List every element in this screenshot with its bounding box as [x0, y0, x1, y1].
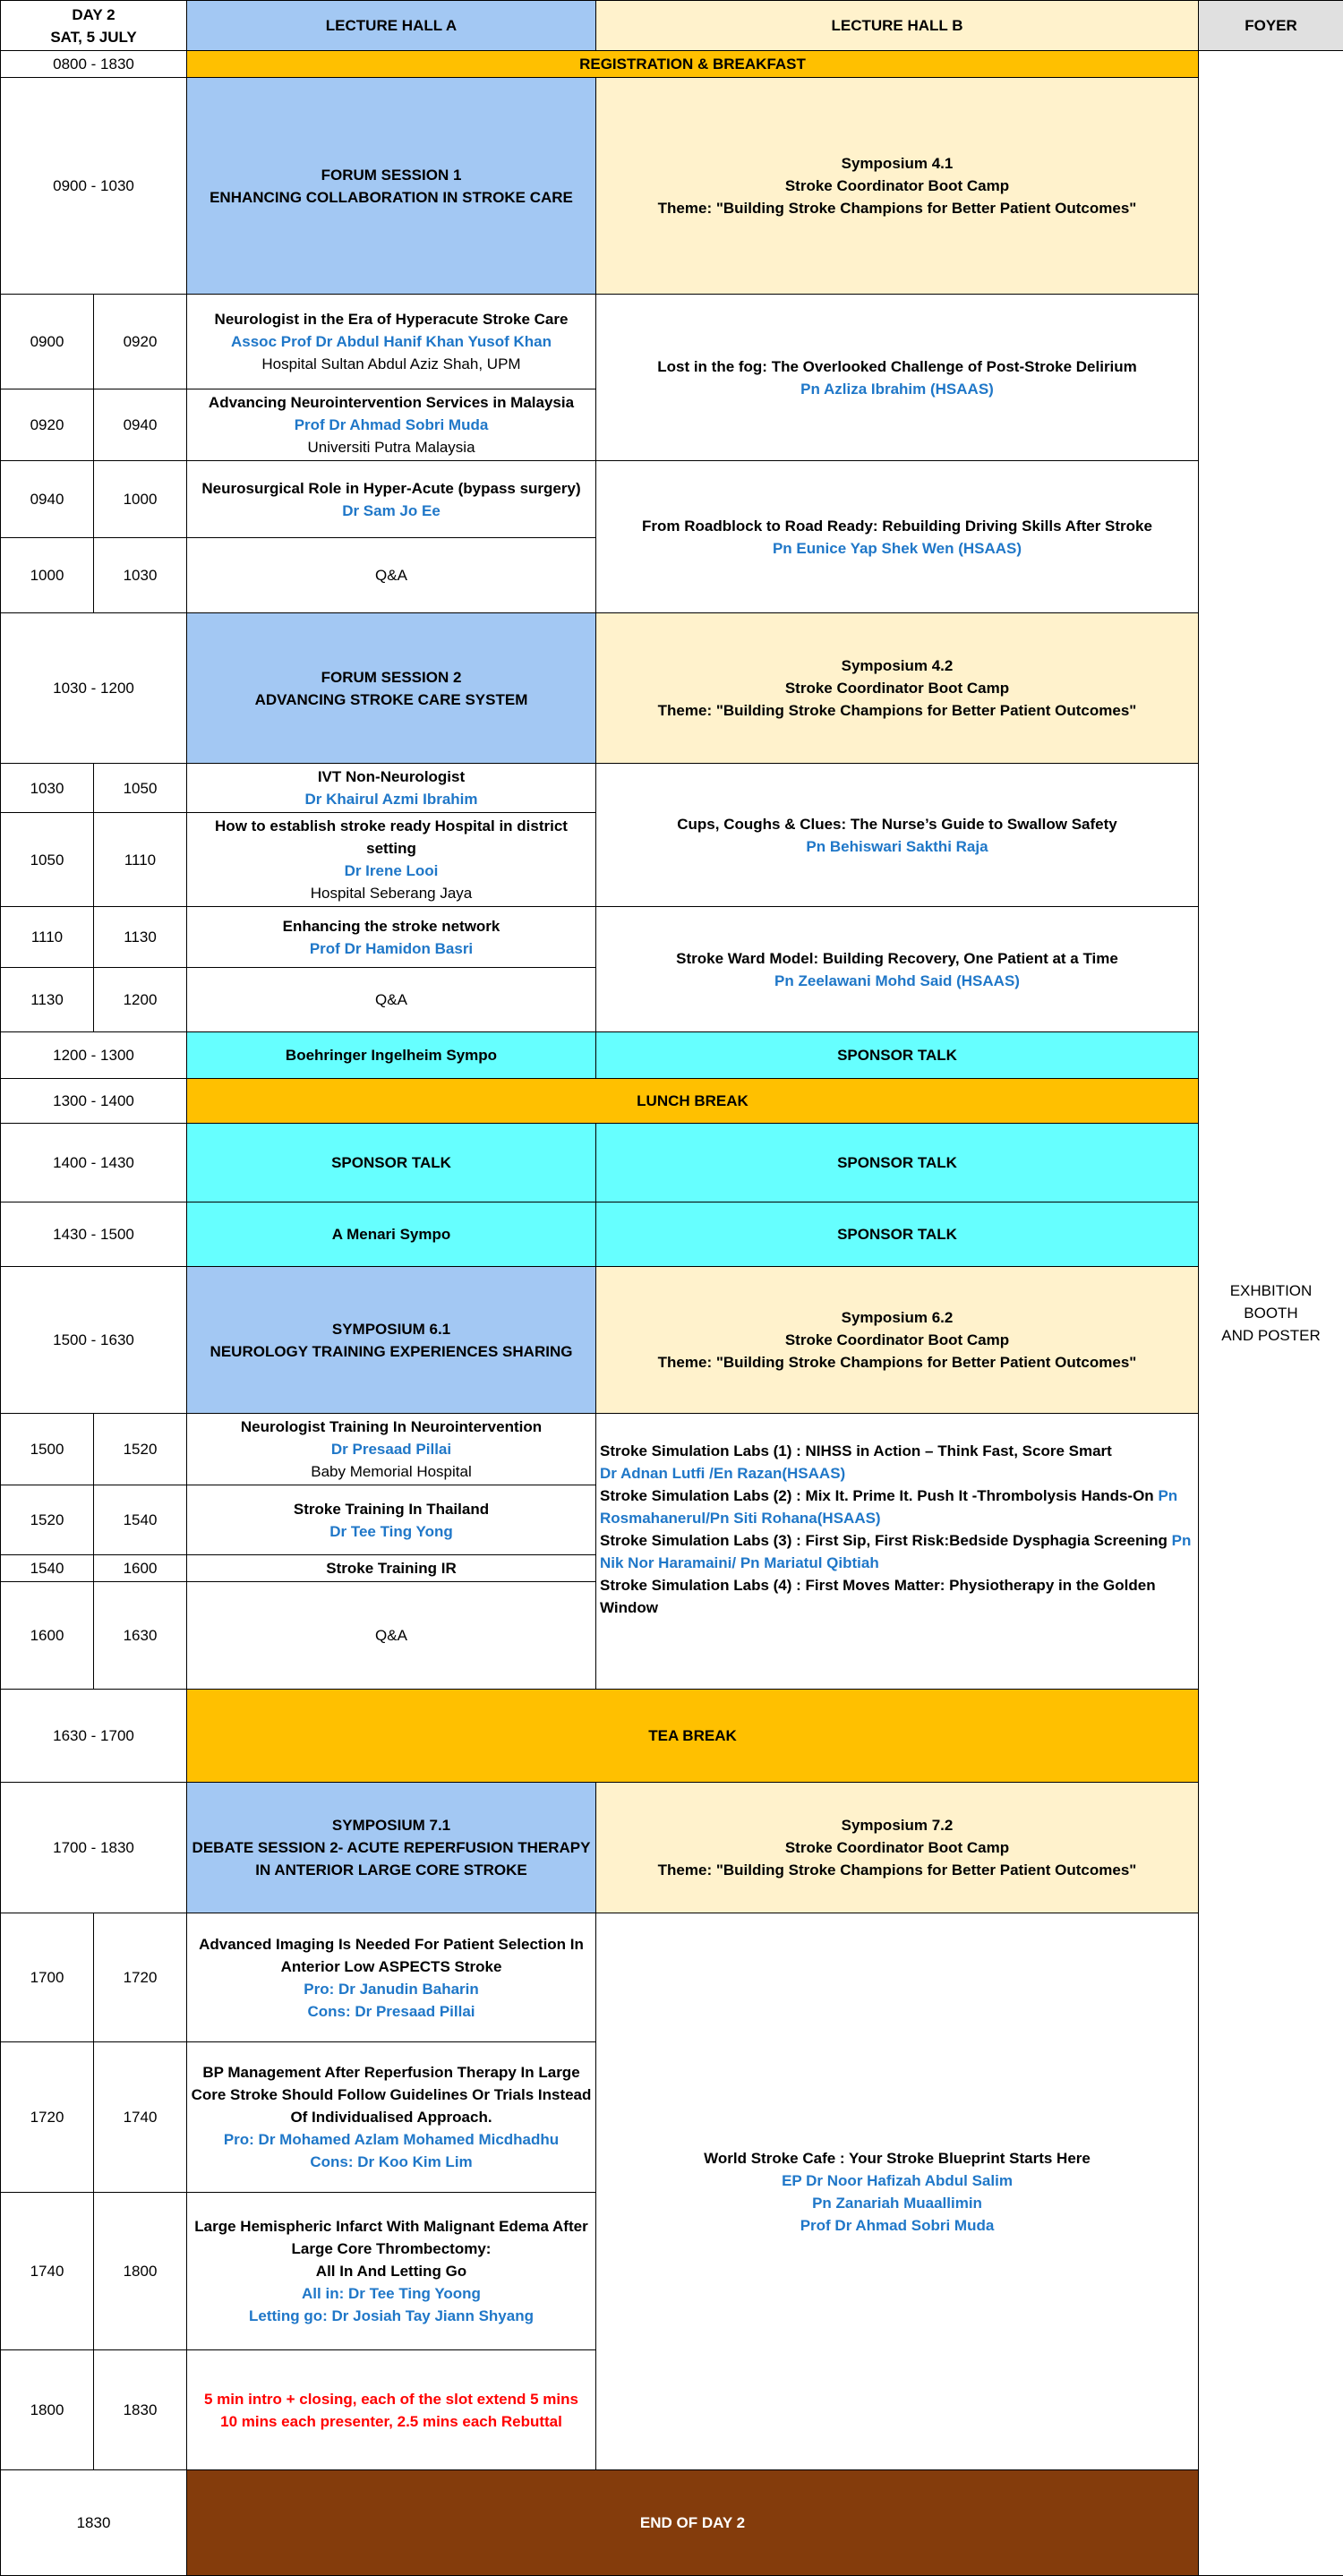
table-row: 1740 1800 Large Hemispheric Infarct With Malignant Edema After Large Core Thrombectomy: All In And Letting Go All in: Dr Tee Ting Yoong Letting go: Dr Josiah Tay Jiann Shyang [1, 2193, 1343, 2350]
date-label: SAT, 5 JULY [50, 29, 136, 46]
qa-cell: Q&A [187, 1582, 596, 1690]
simulation-labs: Stroke Simulation Labs (1) : NIHSS in Action – Think Fast, Score Smart Dr Adnan Lutfi /En Razan(HSAAS) Stroke Simulation Labs (2) : Mix It. Prime It. Push It -Thrombolysis Hands-On Pn Rosmahanerul/Pn Siti Rohana(HSAAS) Stroke Simulation Labs (3) : First Sip, First Risk:Bedside Dysphagia Screening Pn Nik Nor Haramaini/ Pn Mariatul Qibtiah Stroke Simulation Labs (4) : First Moves Matter: Physiotherapy in the Golden Window [596, 1414, 1199, 1690]
symposium-4-1-header: Symposium 4.1 Stroke Coordinator Boot Camp Theme: "Building Stroke Champions for Better Patient Outcomes" [596, 78, 1199, 295]
symposium-6-1-title: SYMPOSIUM 6.1 NEUROLOGY TRAINING EXPERIENCES SHARING [187, 1267, 596, 1414]
table-row: 1050 1110 How to establish stroke ready Hospital in district setting Dr Irene Looi Hospital Seberang Jaya [1, 813, 1343, 907]
forum-1-time: 0900 - 1030 [1, 78, 187, 295]
table-row: 1600 1630 Q&A [1, 1582, 1343, 1690]
hall-b-talk: Cups, Coughs & Clues: The Nurse’s Guide to Swallow Safety Pn Behiswari Sakthi Raja [596, 764, 1199, 907]
talk-cell: IVT Non-Neurologist Dr Khairul Azmi Ibrahim [187, 764, 596, 813]
hall-b-talk: Lost in the fog: The Overlooked Challenge of Post-Stroke Delirium Pn Azliza Ibrahim (HSAAS) [596, 295, 1199, 461]
table-row: 1000 1030 Q&A [1, 538, 1343, 613]
lunch-break: LUNCH BREAK [187, 1079, 1199, 1124]
symposium-7-1-title: SYMPOSIUM 7.1 DEBATE SESSION 2- ACUTE REPERFUSION THERAPY IN ANTERIOR LARGE CORE STROKE [187, 1783, 596, 1913]
symposium-4-2-header: Symposium 4.2 Stroke Coordinator Boot Camp Theme: "Building Stroke Champions for Better Patient Outcomes" [596, 613, 1199, 764]
hall-b-talk: From Roadblock to Road Ready: Rebuilding Driving Skills After Stroke Pn Eunice Yap Shek Wen (HSAAS) [596, 461, 1199, 613]
table-row: 1110 1130 Enhancing the stroke network Prof Dr Hamidon Basri Stroke Ward Model: Building Recovery, One Patient at a Time Pn Zeelawani Mohd Said (HSAAS) [1, 907, 1343, 968]
symposium-7-2-header: Symposium 7.2 Stroke Coordinator Boot Camp Theme: "Building Stroke Champions for Better Patient Outcomes" [596, 1783, 1199, 1913]
table-row: 1700 1720 Advanced Imaging Is Needed For Patient Selection In Anterior Low ASPECTS Stroke Pro: Dr Janudin Baharin Cons: Dr Presaad Pillai World Stroke Cafe : Your Stroke Blueprint Starts Here EP Dr Noor Hafizah Abdul Salim Pn Zanariah Muaallimin Prof Dr Ahmad Sobri Muda [1, 1913, 1343, 2042]
table-row: 1030 1050 IVT Non-Neurologist Dr Khairul Azmi Ibrahim Cups, Coughs & Clues: The Nurse’s Guide to Swallow Safety Pn Behiswari Sakthi Raja [1, 764, 1343, 813]
menari-sympo: A Menari Sympo [187, 1202, 596, 1267]
tea-row: 1630 - 1700 TEA BREAK [1, 1690, 1343, 1783]
registration-label: REGISTRATION & BREAKFAST [187, 51, 1199, 78]
hall-b-header: LECTURE HALL B [596, 1, 1199, 51]
boehringer-sympo: Boehringer Ingelheim Sympo [187, 1032, 596, 1079]
table-row: 1540 1600 Stroke Training IR [1, 1555, 1343, 1582]
end-of-day: END OF DAY 2 [187, 2470, 1199, 2576]
world-stroke-cafe: World Stroke Cafe : Your Stroke Blueprint Starts Here EP Dr Noor Hafizah Abdul Salim Pn Zanariah Muaallimin Prof Dr Ahmad Sobri Muda [596, 1913, 1199, 2470]
lunch-row: 1300 - 1400 LUNCH BREAK [1, 1079, 1343, 1124]
registration-time: 0800 - 1830 [1, 51, 187, 78]
debate-note: 5 min intro + closing, each of the slot extend 5 mins 10 mins each presenter, 2.5 mins each Rebuttal [187, 2350, 596, 2470]
sponsor-talk: SPONSOR TALK [187, 1124, 596, 1202]
forum-2-time: 1030 - 1200 [1, 613, 187, 764]
debate-cell: Large Hemispheric Infarct With Malignant Edema After Large Core Thrombectomy: All In And Letting Go All in: Dr Tee Ting Yoong Letting go: Dr Josiah Tay Jiann Shyang [187, 2193, 596, 2350]
hall-a-header: LECTURE HALL A [187, 1, 596, 51]
talk-cell: How to establish stroke ready Hospital in district setting Dr Irene Looi Hospital Seberang Jaya [187, 813, 596, 907]
day-header [1, 1, 187, 51]
sponsor-row: 1400 - 1430 SPONSOR TALK SPONSOR TALK [1, 1124, 1343, 1202]
tea-break: TEA BREAK [187, 1690, 1199, 1783]
forum-1-title: FORUM SESSION 1 ENHANCING COLLABORATION IN STROKE CARE [187, 78, 596, 295]
table-row: 0940 1000 Neurosurgical Role in Hyper-Acute (bypass surgery) Dr Sam Jo Ee From Roadblock to Road Ready: Rebuilding Driving Skills After Stroke Pn Eunice Yap Shek Wen (HSAAS) [1, 461, 1343, 538]
foyer-exhibition: EXHBITION BOOTH AND POSTER [1199, 51, 1343, 2576]
hall-b-talk: Stroke Ward Model: Building Recovery, One Patient at a Time Pn Zeelawani Mohd Said (HSAAS) [596, 907, 1199, 1032]
boehringer-row: 1200 - 1300 Boehringer Ingelheim Sympo SPONSOR TALK [1, 1032, 1343, 1079]
talk-cell: Neurologist Training In Neurointervention Dr Presaad Pillai Baby Memorial Hospital [187, 1414, 596, 1485]
table-row: 1130 1200 Q&A [1, 968, 1343, 1032]
end-row: 1830 END OF DAY 2 [1, 2470, 1343, 2576]
symposium-6-2-header: Symposium 6.2 Stroke Coordinator Boot Camp Theme: "Building Stroke Champions for Better Patient Outcomes" [596, 1267, 1199, 1414]
forum-session-2-row [1, 613, 1343, 764]
qa-cell: Q&A [187, 968, 596, 1032]
talk-cell: Enhancing the stroke network Prof Dr Hamidon Basri [187, 907, 596, 968]
sponsor-talk: SPONSOR TALK [596, 1032, 1199, 1079]
symposium-6-row: 1500 - 1630 SYMPOSIUM 6.1 NEUROLOGY TRAINING EXPERIENCES SHARING Symposium 6.2 Stroke Coordinator Boot Camp Theme: "Building Stroke Champions for Better Patient Outcomes" [1, 1267, 1343, 1414]
talk-cell: Stroke Training IR [187, 1555, 596, 1582]
foyer-header: FOYER [1199, 1, 1343, 51]
table-row: 0920 0940 Advancing Neurointervention Services in Malaysia Prof Dr Ahmad Sobri Muda Universiti Putra Malaysia [1, 389, 1343, 461]
sponsor-talk: SPONSOR TALK [596, 1202, 1199, 1267]
talk-cell: Neurologist in the Era of Hyperacute Stroke Care Assoc Prof Dr Abdul Hanif Khan Yusof Khan Hospital Sultan Abdul Aziz Shah, UPM [187, 295, 596, 389]
talk-cell: Neurosurgical Role in Hyper-Acute (bypass surgery) Dr Sam Jo Ee [187, 461, 596, 538]
debate-cell: Advanced Imaging Is Needed For Patient Selection In Anterior Low ASPECTS Stroke Pro: Dr Janudin Baharin Cons: Dr Presaad Pillai [187, 1913, 596, 2042]
forum-2-title: FORUM SESSION 2 ADVANCING STROKE CARE SYSTEM [187, 613, 596, 764]
header-row [1, 1, 1343, 51]
sponsor-talk: SPONSOR TALK [596, 1124, 1199, 1202]
talk-cell: Stroke Training In Thailand Dr Tee Ting Yong [187, 1485, 596, 1555]
table-row: 0900 0920 Neurologist in the Era of Hyperacute Stroke Care Assoc Prof Dr Abdul Hanif Khan Yusof Khan Hospital Sultan Abdul Aziz Shah, UPM Lost in the fog: The Overlooked Challenge of Post-Stroke Delirium Pn Azliza Ibrahim (HSAAS) [1, 295, 1343, 389]
table-row: 1800 1830 5 min intro + closing, each of the slot extend 5 mins 10 mins each presenter, 2.5 mins each Rebuttal [1, 2350, 1343, 2470]
table-row: 1720 1740 BP Management After Reperfusion Therapy In Large Core Stroke Should Follow Guidelines Or Trials Instead Of Individualised Approach. Pro: Dr Mohamed Azlam Mohamed Micdhadhu Cons: Dr Koo Kim Lim [1, 2042, 1343, 2193]
table-row: 1500 1520 Neurologist Training In Neurointervention Dr Presaad Pillai Baby Memorial Hospital Stroke Simulation Labs (1) : NIHSS in Action – Think Fast, Score Smart Dr Adnan Lutfi /En Razan(HSAAS) Stroke Simulation Labs (2) : Mix It. Prime It. Push It -Thrombolysis Hands-On Pn Rosmahanerul/Pn Siti Rohana(HSAAS) Stroke Simulation Labs (3) : First Sip, First Risk:Bedside Dysphagia Screening Pn Nik Nor Haramaini/ Pn Mariatul Qibtiah Stroke Simulation Labs (4) : First Moves Matter: Physiotherapy in the Golden Window [1, 1414, 1343, 1485]
debate-cell: BP Management After Reperfusion Therapy In Large Core Stroke Should Follow Guidelines Or Trials Instead Of Individualised Approach. Pro: Dr Mohamed Azlam Mohamed Micdhadhu Cons: Dr Koo Kim Lim [187, 2042, 596, 2193]
forum-session-1-row [1, 78, 1343, 295]
registration-row [1, 51, 1343, 78]
day-label: DAY 2 [72, 6, 115, 23]
menari-row: 1430 - 1500 A Menari Sympo SPONSOR TALK [1, 1202, 1343, 1267]
table-row: 1520 1540 Stroke Training In Thailand Dr Tee Ting Yong [1, 1485, 1343, 1555]
symposium-7-row: 1700 - 1830 SYMPOSIUM 7.1 DEBATE SESSION 2- ACUTE REPERFUSION THERAPY IN ANTERIOR LARGE CORE STROKE Symposium 7.2 Stroke Coordinator Boot Camp Theme: "Building Stroke Champions for Better Patient Outcomes" [1, 1783, 1343, 1913]
qa-cell: Q&A [187, 538, 596, 613]
talk-cell: Advancing Neurointervention Services in Malaysia Prof Dr Ahmad Sobri Muda Universiti Putra Malaysia [187, 389, 596, 461]
